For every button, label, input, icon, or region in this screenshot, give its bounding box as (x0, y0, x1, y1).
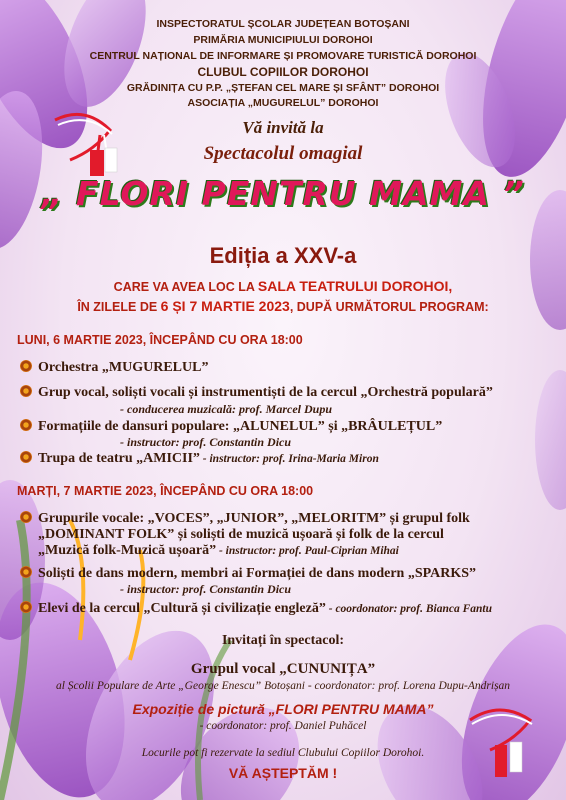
day2-item-1-line-2: „DOMINANT FOLK” și soliști de muzică ușoară și folk de la cercul (38, 527, 444, 542)
event-title: „ FLORI PENTRU MAMA ” (41, 174, 525, 213)
day1-item-1 (20, 360, 208, 376)
header-line-2: PRIMĂRIA MUNICIPIULUI DOROHOI (193, 34, 373, 46)
header-line-6: ASOCIAȚIA „MUGURELUL” DOROHOI (187, 97, 379, 109)
day2-item-1 (20, 511, 470, 527)
item-text: Soliști de dans modern, membri ai Formației de dans modern „SPARKS” (38, 566, 477, 581)
exhibition-coordinator: - coordonator: prof. Daniel Puhăcel (199, 720, 367, 732)
item-text: Grup vocal, soliști vocali și instrumentiști de la cercul „Orchestră populară” (38, 385, 493, 400)
edition-text: Ediția a XXV-a (209, 243, 357, 268)
day2-item-1-line-3 (38, 543, 399, 559)
location-line-1 (0, 278, 566, 294)
reservation-note: Locurile pot fi rezervate la sediul Clubului Copiilor Dorohoi. (141, 747, 425, 759)
day1-item-3-coordinator: - instructor: prof. Constantin Dicu (120, 435, 292, 449)
day1-item-2-coordinator: - conducerea muzicală: prof. Marcel Dupu (120, 402, 332, 416)
header-line-4: CLUBUL COPIILOR DOROHOI (197, 65, 369, 79)
item-line-1: Grupurile vocale: „VOCES”, „JUNIOR”, „MELORITM” și grupul folk (38, 511, 470, 526)
item-inline-coordinator: - instructor: prof. Paul-Ciprian Mihai (216, 545, 399, 557)
item-inline-coordinator: - coordonator: prof. Bianca Fantu (325, 603, 492, 615)
item-text: Orchestra „MUGURELUL” (38, 360, 209, 375)
location-line-2 (0, 298, 566, 314)
flower-bullet-icon (20, 360, 32, 372)
header-line-1: INSPECTORATUL ȘCOLAR JUDEȚEAN BOTOȘANI (156, 18, 410, 30)
location-prefix: CARE VA AVEA LOC LA (113, 280, 258, 294)
dates-text: 6 ȘI 7 MARTIE 2023 (160, 298, 290, 314)
flower-bullet-icon (20, 601, 32, 613)
day2-heading: MARȚI, 7 MARTIE 2023, ÎNCEPÂND CU ORA 18:00 (17, 484, 314, 498)
header-line-3: CENTRUL NAȚIONAL DE INFORMARE ȘI PROMOVARE TURISTICĂ DOROHOI (89, 50, 477, 62)
dates-prefix: ÎN ZILELE DE (77, 300, 161, 314)
guest-group: Grupul vocal „CUNUNIȚA” (190, 661, 376, 677)
day2-item-2-coordinator: - instructor: prof. Constantin Dicu (120, 582, 292, 596)
closing-text: VĂ AȘTEPTĂM ! (228, 765, 338, 781)
header-line-5: GRĂDINIȚA CU P.P. „ȘTEFAN CEL MARE ȘI SFÂNT” DOROHOI (126, 82, 440, 94)
spectacle-text: Spectacolul omagial (203, 143, 363, 164)
day1-item-3 (20, 419, 442, 435)
flower-bullet-icon (20, 419, 32, 431)
day1-item-2 (20, 385, 493, 401)
item-text: Trupa de teatru „AMICII” (38, 451, 200, 466)
dates-suffix: , DUPĂ URMĂTORUL PROGRAM: (289, 300, 489, 314)
day1-heading: LUNI, 6 MARTIE 2023, ÎNCEPÂND CU ORA 18:00 (17, 333, 303, 347)
item-line-3: „Muzică folk-Muzică ușoară” (38, 543, 217, 558)
guest-group-details: al Școlii Populare de Arte „George Enescu” Botoșani - coordonator: prof. Lorena Dupu-Andrișan (55, 680, 511, 692)
guests-heading: Invitați în spectacol: (221, 633, 345, 648)
flower-bullet-icon (20, 385, 32, 397)
flower-bullet-icon (20, 451, 32, 463)
location-place: SALA TEATRULUI DOROHOI, (257, 278, 453, 294)
item-inline-coordinator: - instructor: prof. Irina-Maria Miron (199, 453, 379, 465)
day2-item-2 (20, 566, 476, 582)
exhibition-title: Expoziție de pictură „FLORI PENTRU MAMA” (132, 701, 434, 717)
day1-item-4 (20, 451, 379, 467)
day2-item-3 (20, 601, 492, 617)
item-text: Formațiile de dansuri populare: „ALUNELUL” și „BRÂULEȚUL” (38, 419, 443, 434)
flower-bullet-icon (20, 566, 32, 578)
invite-text: Vă invită la (242, 118, 324, 137)
item-text: Elevi de la cercul „Cultură și civilizație engleză” (38, 601, 326, 616)
flower-bullet-icon (20, 511, 32, 523)
